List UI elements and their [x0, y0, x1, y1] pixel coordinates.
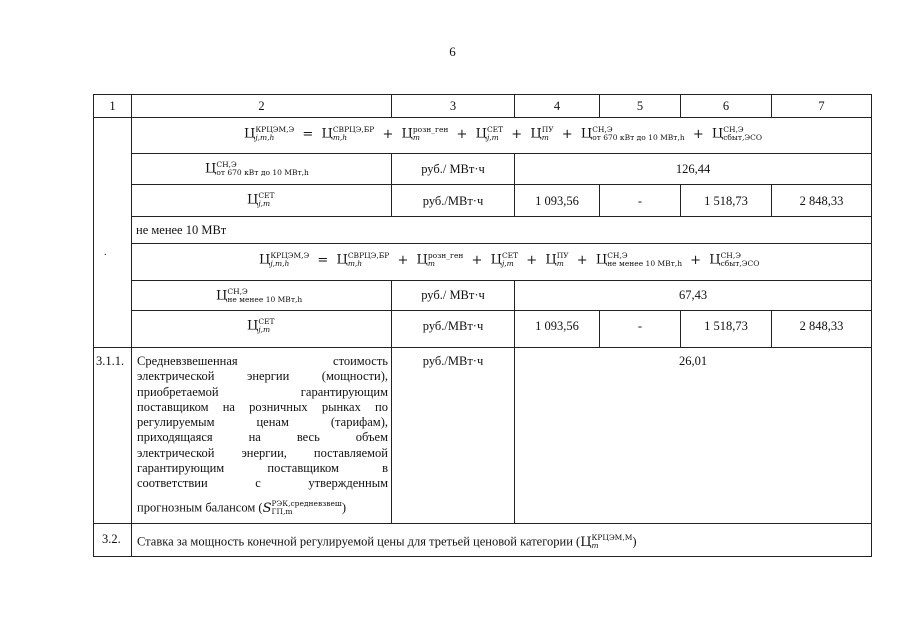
description-line: приобретаемой гарантирующим [137, 384, 388, 399]
set1-v4: 1 093,56 [535, 194, 579, 208]
row-311-value-cell [514, 347, 872, 524]
set1-unit: руб./МВт·ч [422, 194, 484, 208]
set2-v4: 1 093,56 [535, 319, 579, 333]
row-311-description [137, 354, 388, 492]
set2-unit: руб./МВт·ч [422, 319, 484, 333]
row-32-text: Ставка за мощность конечной регулируемой цены для третьей ценовой категории (Ц КРЦЭМ,М m ) [137, 533, 637, 550]
row-311-value: 26,01 [678, 354, 708, 368]
formula2: Ц КРЦЭМ,Э j,m,h = Ц СВРЦЭ,БР m,h + Ц розн_ген m + Ц СЕТ j,m + Ц ПУ m + Ц СН,Э не менее 10 МВт,h + Ц СН,Э сбыт,ЭСО [259, 251, 760, 268]
section-label: не менее 10 МВт [136, 223, 227, 237]
row-32-number: 3.2. [102, 532, 121, 546]
description-line: поставщиком на розничных рынках по [137, 399, 388, 414]
sn2-symbol: Ц СН,Э не менее 10 МВт,h [216, 287, 303, 304]
row-number-cell [93, 117, 132, 348]
row-311-num-cell [93, 347, 132, 524]
description-line: соответствии с утвержденным [137, 476, 388, 491]
header-col-1: 1 [109, 99, 116, 113]
set2-symbol: Ц СЕТ j,m [247, 317, 275, 334]
set1-symbol: Ц СЕТ j,m [247, 191, 275, 208]
description-line: электрической энергии, поставляемой [137, 445, 388, 460]
set1-v5: - [637, 194, 643, 208]
header-col-6: 6 [722, 99, 730, 113]
description-line: гарантирующим поставщиком в [137, 461, 388, 476]
sn1-value: 126,44 [675, 162, 711, 176]
section-label-cell [131, 216, 872, 244]
set2-v5: - [637, 319, 643, 333]
description-line: приходящаяся на весь объем [137, 430, 388, 445]
set2-v7: 2 848,33 [799, 319, 844, 333]
set1-v6: 1 518,73 [704, 194, 748, 208]
header-col-4: 4 [553, 99, 561, 113]
sn2-unit: руб./ МВт·ч [421, 288, 485, 302]
header-col-3: 3 [449, 99, 457, 113]
formula1: Ц КРЦЭМ,Э j,m,h = Ц СВРЦЭ,БР m,h + Ц розн_ген m + Ц СЕТ j,m + Ц ПУ m + Ц СН,Э от 670 кВт до 10 МВт,h + Ц СН,Э сбыт,ЭСО [244, 125, 763, 142]
sn1-unit: руб./ МВт·ч [421, 162, 485, 176]
row-311-last-line: прогнозным балансом (S РЭК,средневзвеш ГП,m ) [137, 499, 347, 516]
stray-mark: . [104, 247, 107, 258]
description-line: электрической энергии (мощности), [137, 369, 388, 384]
row-311-unit: руб./МВт·ч [422, 354, 484, 368]
header-col-2: 2 [258, 99, 265, 113]
description-line: Средневзвешенная стоимость [137, 354, 388, 368]
set2-v6: 1 518,73 [704, 319, 748, 333]
description-line: регулируемым ценам (тарифам), [137, 415, 388, 430]
page-number: 6 [449, 44, 456, 59]
row-311-number: 3.1.1. [96, 354, 125, 368]
set1-v7: 2 848,33 [799, 194, 844, 208]
sn2-value: 67,43 [678, 288, 708, 302]
header-col-7: 7 [818, 99, 825, 113]
sn1-symbol: Ц СН,Э от 670 кВт до 10 МВт,h [205, 160, 309, 177]
row-311-unit-cell [391, 347, 515, 524]
header-col-5: 5 [636, 99, 644, 113]
